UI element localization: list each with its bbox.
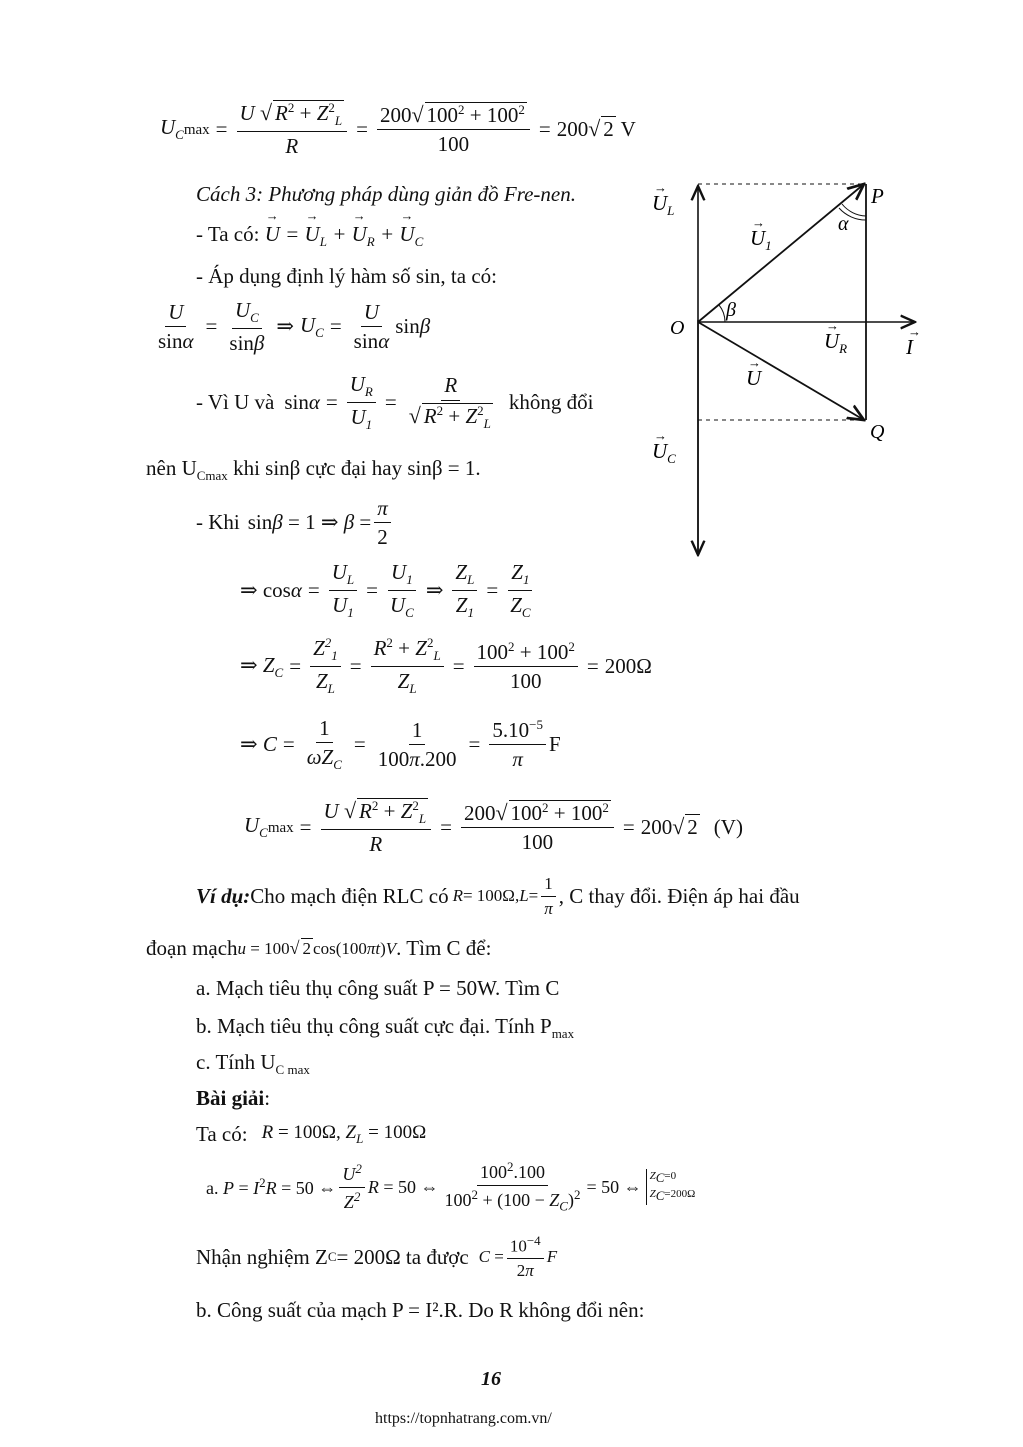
svg-text:→: → (654, 428, 667, 443)
sin-alpha-line: - Vì U và sinα = $\frac{U_R}{U_1}$ = $\frac{R}{√ R^2 + Z^2_L}$ không đổi (196, 372, 594, 433)
label-u1: $U_1$ (750, 226, 772, 253)
u1-vector (698, 184, 864, 322)
svg-text:→: → (908, 324, 921, 339)
cos-alpha-equation: ⇒ cosα = $\frac{U_L}{U_1}$ = $\frac{U_1}{U_C}$ ⇒ $\frac{Z_L}{Z_1}$ = $\frac{Z_1}{Z_C}$ (240, 560, 531, 621)
ucmax-condition-line: nên $U_{Cmax}$ khi sinβ cực đại hay sinβ = 1. (146, 456, 481, 484)
vector-sum-line: - Ta có: → U = → $U_L$ + → $U_R$ + → $U_C$ (196, 222, 423, 250)
equation-ucmax-top: $U_C\max$ = $\frac{U √ R^2 + Z^2_L}{R}$ = $\frac{200√ 100^2 + 100^2}{100}$ = 200√ 2 V (160, 100, 636, 159)
footer-url[interactable]: https://topnhatrang.com.vn/ (375, 1410, 552, 1427)
label-o: O (670, 317, 685, 339)
svg-text:→: → (654, 180, 667, 195)
c-equation: ⇒ C = $\frac{1}{\omega Z_C}$ = $\frac{1}{100\pi.200}$ = $\frac{5.10^{-5}}{\pi}$ F (240, 716, 561, 773)
label-beta: β (726, 299, 736, 321)
example-line-1: Ví dụ: Cho mạch điện RLC có R = 100Ω, L = $\frac{1}{\pi}$ , C thay đổi. Điện áp hai đầu (196, 874, 800, 918)
label-p: P (871, 184, 884, 208)
label-ur: $U_R$ (824, 329, 848, 356)
fresnel-diagram (640, 170, 930, 570)
label-uc: $U_C$ (652, 439, 676, 466)
label-u: U (746, 366, 762, 390)
part-b-line: b. Công suất của mạch P = I².R. Do R không đổi nên: (196, 1298, 645, 1322)
apply-sine-line: - Áp dụng định lý hàm số sin, ta có: (196, 264, 497, 288)
beta-equation: - Khi sinβ = 1 ⇒ β = $\frac{\pi}{2}$ (196, 496, 394, 549)
label-alpha: α (838, 213, 849, 235)
given-values-line: Ta có: R = 100Ω, $Z_L = 100\Omega$ (196, 1122, 427, 1146)
label-ul: $U_L$ (652, 191, 675, 218)
example-line-2: đoạn mạch u = 100√ 2 cos(100πt)V . Tìm C để: (146, 936, 492, 960)
item-a: a. Mạch tiêu thụ công suất P = 50W. Tìm C (196, 976, 560, 1000)
svg-text:→: → (752, 215, 765, 230)
beta-arc (719, 305, 725, 322)
svg-text:→: → (826, 318, 839, 333)
power-equation: a. $P = I^2R = 50$ ⇔ $\frac{U^2}{Z^2}$ R = 50 ⇔ $\frac{100^2.100}{100^2 + (100 - Z_C)^2}$ = 50 ⇔ $Z_C=0$ $Z_C=200\Omega$ (206, 1159, 696, 1214)
page-number: 16 (481, 1368, 501, 1390)
item-c: c. Tính $U_{C max}$ (196, 1050, 310, 1078)
solution-heading: Bài giải: (196, 1086, 271, 1110)
method3-title: Cách 3: Phương pháp dùng giản đồ Fre-nen. (196, 182, 576, 206)
zc-equation: ⇒ $Z_C$ = $\frac{Z^2_1}{Z_L}$ = $\frac{R^2 + Z^2_L}{Z_L}$ = $\frac{100^2 + 100^2}{100}$ = 200Ω (240, 635, 652, 697)
svg-text:→: → (748, 355, 761, 370)
accepted-solution-line: Nhận nghiệm Z C = 200Ω ta được C = $\frac{10^{-4}}{2\pi}$ F (196, 1233, 558, 1281)
label-i: I (906, 335, 913, 359)
sine-rule-equation: $\frac{U}{\sin\alpha}$ = $\frac{U_C}{\sin\beta}$ ⇒ $U_C$ = $\frac{U}{\sin\alpha}$ sinβ (158, 298, 431, 356)
label-q: Q (870, 421, 885, 443)
equation-ucmax-bottom: $U_C\max$ = $\frac{U √ R^2 + Z^2_L}{R}$ = $\frac{200√ 100^2 + 100^2}{100}$ = 200√ 2 (V) (244, 798, 743, 857)
item-b: b. Mạch tiêu thụ công suất cực đại. Tính $P_{max}$ (196, 1014, 575, 1042)
